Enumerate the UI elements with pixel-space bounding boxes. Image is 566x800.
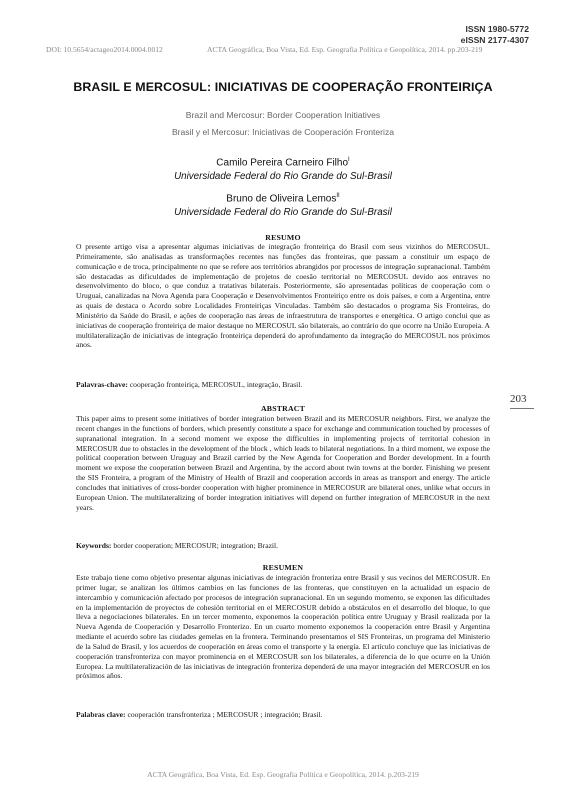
eissn: eISSN 2177-4307 — [460, 35, 529, 45]
issn-block — [461, 24, 529, 46]
author-1-marker: I — [348, 157, 350, 163]
resumo-keywords-label: Palavras-chave: — [76, 380, 128, 389]
author-2-name: Bruno de Oliveira Lemos — [226, 193, 337, 205]
author-2-affiliation: Universidade Federal do Rio Grande do Sul-Brasil — [174, 207, 392, 218]
doi: DOI: 10.5654/actageo2014.0004.0012 — [46, 45, 163, 54]
resumen-keywords — [76, 710, 490, 720]
page-footer: ACTA Geográfica, Boa Vista, Ed. Esp. Geografia Política e Geopolítica, 2014. p.203-219 — [147, 770, 419, 779]
page-number: 203 — [510, 393, 527, 405]
resumo-heading: RESUMO — [265, 233, 301, 242]
author-1-name: Camilo Pereira Carneiro Filho — [216, 157, 349, 169]
author-2 — [0, 193, 566, 204]
resumen-keywords-label: Palabras clave: — [76, 710, 126, 719]
article-title: BRASIL E MERCOSUL: INICIATIVAS DE COOPERAÇÃO FRONTEIRIÇA — [73, 80, 493, 94]
abstract-keywords — [76, 541, 490, 551]
subtitle-spanish: Brasil y el Mercosur: Iniciativas de Cooperación Fronteriza — [171, 127, 395, 137]
resumo-keywords-value: cooperação fronteiriça, MERCOSUL, integração, Brasil. — [129, 380, 303, 389]
resumen-keywords-value: cooperación transfronteriza ; MERCOSUR ; integración; Brasil. — [127, 710, 323, 719]
resumen-heading: RESUMEN — [262, 563, 304, 572]
author-1-affiliation: Universidade Federal do Rio Grande do Sul-Brasil — [174, 171, 392, 182]
abstract-keywords-value: border cooperation; MERCOSUR; integration; Brazil. — [113, 541, 279, 550]
abstract-keywords-label: Keywords: — [76, 541, 112, 550]
abstract-heading: ABSTRACT — [260, 404, 306, 413]
running-title: ACTA Geográfica, Boa Vista, Ed. Esp. Geografia Política e Geopolítica, 2014. pp.203-219 — [207, 45, 483, 54]
issn: ISSN 1980-5772 — [465, 24, 529, 34]
author-2-marker: II — [336, 193, 340, 199]
subtitle-english: Brazil and Mercosur: Border Cooperation Initiatives — [185, 110, 381, 120]
abstract-text: This paper aims to present some initiatives of border integration between Brazil and its MERCOSUR neighbors. First, we analyze the recent changes in the functions of borders, which presently constitute a space for exchange and communication touched by processes of supranational integration. In a second moment we expose the difficulties in implementing projects of territorial cohesion in MERCOSUR due to obstacles in the development of the block , which leads to bilateral negotiations. In a third moment, we expose the political cooperation between Uruguay and Brazil carried by the New Agenda for Cooperation and Border development. In a fourth moment we expose the cooperation between Brazil and Argentina, by the accord about twin towns at the border. Finishing we present the SIS Fronteira, a program of the Ministry of Health of Brazil and cooperation accords in areas as transport and energy. The article concludes that initiatives of cross-border cooperation with higher prominence in MERCOSUR are bilateral ones, unlike what occurs in European Union. The multilateralizing of border integration initiatives will depend on further integration of MERCOSUR in the next years. — [76, 414, 490, 512]
resumo-keywords — [76, 380, 490, 390]
author-1 — [0, 157, 566, 168]
resumen-text: Este trabajo tiene como objetivo presentar algunas iniciativas de integración fronteriza entre Brasil y sus vecinos del MERCOSUR. En primer lugar, se analizan los últimos cambios en las funciones de las fronteras, que constituyen en la actualidad un espacio de intercambio y comunicación afectado por procesos de integración supranacional. En un segundo momento, se exponen las dificultades en la implementación de proyectos de cohesión territorial en el MERCOSUR debido a obstáculos en el desarrollo del bloque, lo que lleva a negociaciones bilaterales. En un tercer momento, exponemos la cooperación política entre Uruguay y Brasil realizada por la Nueva Agenda de Cooperación y Desarrollo Fronterizo. En un cuarto momento exponemos la cooperación entre Brasil y Argentina mediante el acuerdo sobre las ciudades gemelas en la frontera. Terminando presentamos el SIS Fronteiras, un programa del Ministerio de la Salud de Brasil, y los acuerdos de cooperación en áreas como el transporte y la energía. El artículo concluye que las iniciativas de cooperación transfronteriza con mayor prominencia en el MERCOSUR son los bilaterales, a diferencia de lo que ocurre en la Unión Europea. La multilateralización de las iniciativas de integración fronteriza dependerá de una mayor integración del MERCOSUR en los próximos años. — [76, 573, 490, 681]
resumo-text: O presente artigo visa a apresentar algumas iniciativas de integração fronteiriça do Brasil com seus vizinhos do MERCOSUL. Primeiramente, são analisadas as transformações recentes nas funções das fronteiras, que passam a constituir um espaço de comunicação e de troca, principalmente no que se refere aos territórios abrangidos por processos de integração supranacional. Também são destacadas as dificuldades de implementação de projetos de coesão territorial no MERCOSUL devido aos entraves no desenvolvimento do bloco, o que conduz a tratativas bilaterais. Posteriormente, são apresentadas políticas de cooperação com o Uruguai, canalizadas na Nova Agenda para Cooperação e Desenvolvimentos Fronteiriço entre os dois países, e com a Argentina, entre as quais de destaca o Acordo sobre Localidades Fronteiriças Vinculadas. Também são destacados o programa Sis Fronteiras, do Ministério da Saúde do Brasil, e ações de cooperação nas áreas de infraestrutura de transportes e energética. O artigo conclui que as iniciativas de cooperação fronteiriça de maior destaque no MERCOSUL são bilaterais, ao contrário do que ocorre na União Europeia. A multilateralização de iniciativas de integração fronteiriça dependerá do aprofundamento da integração do MERCOSUL nos próximos anos. — [76, 242, 490, 350]
